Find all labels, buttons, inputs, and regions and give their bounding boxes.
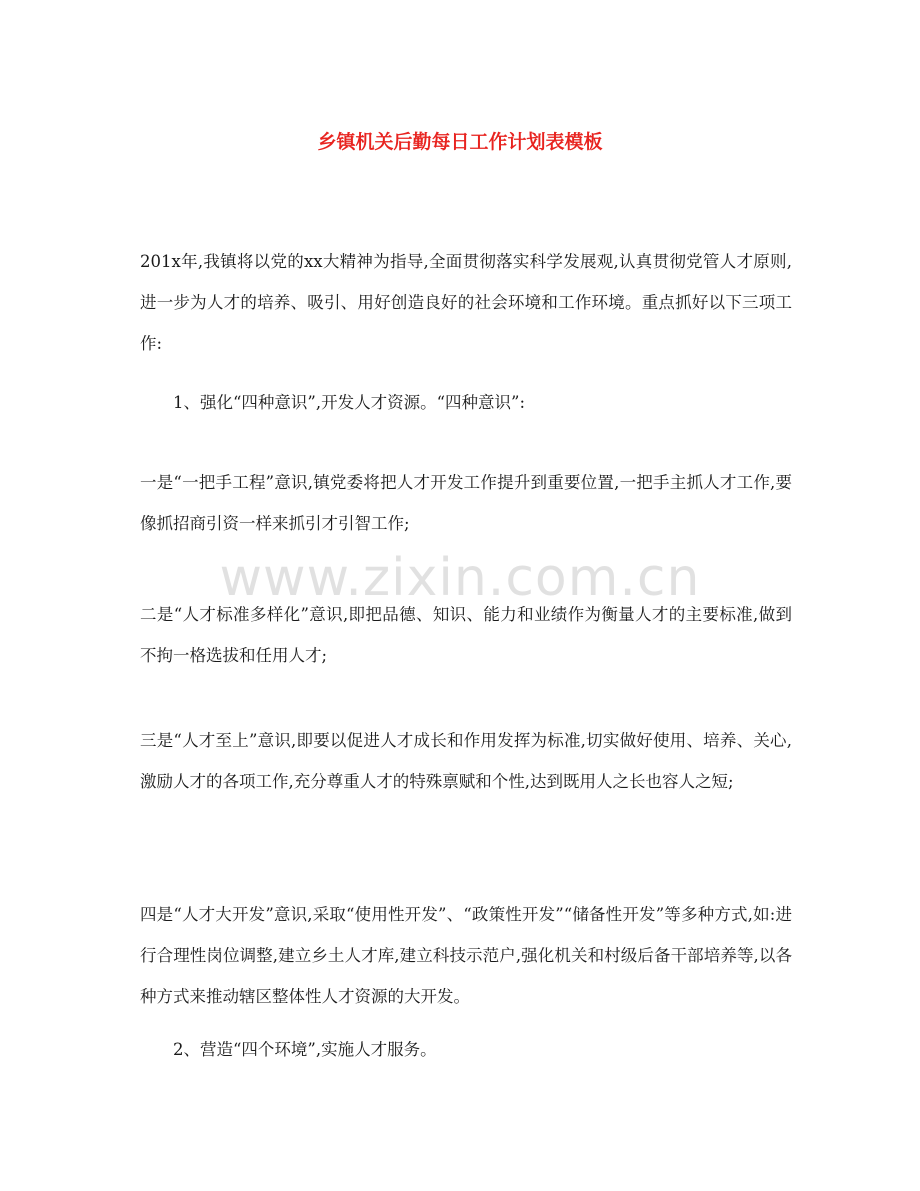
- paragraph-intro: 201x年,我镇将以党的xx大精神为指导,全面贯彻落实科学发展观,认真贯彻党管人才原则,进一步为人才的培养、吸引、用好创造良好的社会环境和工作环境。重点抓好以下三项工作:: [140, 252, 792, 353]
- paragraph-point-four: 四是“人才大开发”意识,采取“使用性开发”、“政策性开发”“储备性开发”等多种方式,如:进行合理性岗位调整,建立乡土人才库,建立科技示范户,强化机关和村级后备干部培养等,以各种方式来推动辖区整体性人才资源的大开发。: [140, 905, 792, 1006]
- paragraph-point-one: 一是“一把手工程”意识,镇党委将把人才开发工作提升到重要位置,一把手主抓人才工作,要像抓招商引资一样来抓引才引智工作;: [140, 473, 792, 533]
- paragraph-point-two: 二是“人才标准多样化”意识,即把品德、知识、能力和业绩作为衡量人才的主要标准,做到不拘一格选拔和任用人才;: [140, 605, 792, 665]
- watermark-logo: www.zixin.com.cn: [219, 548, 701, 608]
- paragraph-item-2-heading: 2、营造“四个环境”,实施人才服务。: [173, 1040, 437, 1059]
- paragraph-item-1-heading: 1、强化“四种意识”,开发人才资源。“四种意识”:: [173, 393, 526, 412]
- paragraph-point-three: 三是“人才至上”意识,即要以促进人才成长和作用发挥为标准,切实做好使用、培养、关心,激励人才的各项工作,充分尊重人才的特殊禀赋和个性,达到既用人之长也容人之短;: [140, 731, 792, 791]
- document-title: 乡镇机关后勤每日工作计划表模板: [317, 131, 603, 153]
